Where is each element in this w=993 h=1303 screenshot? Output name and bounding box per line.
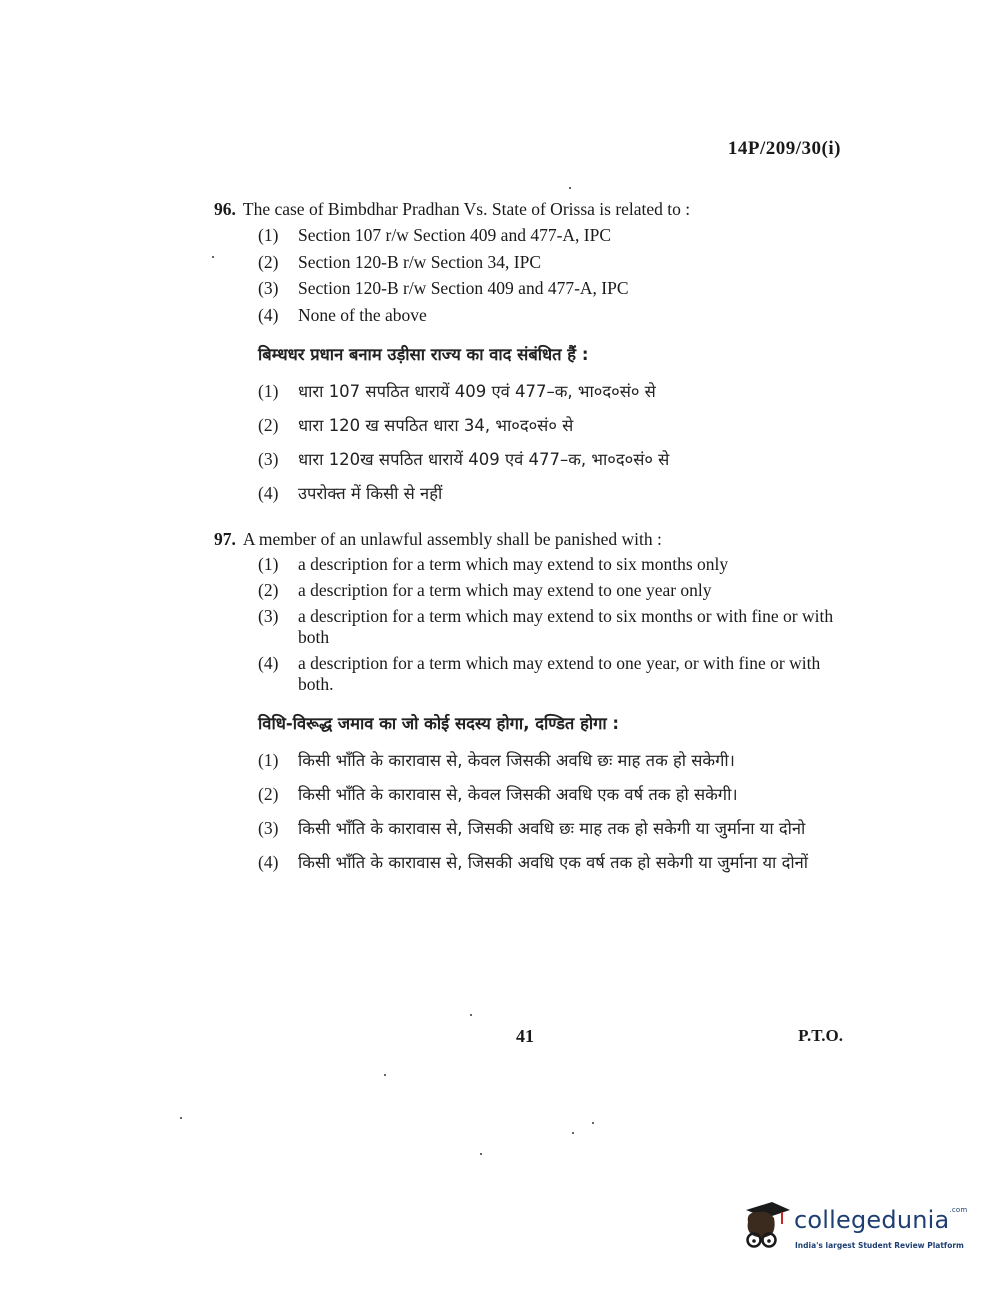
paper-code: 14P/209/30(i) xyxy=(727,138,841,159)
option-number: (4) xyxy=(258,304,279,325)
brand-domain: .com xyxy=(949,1206,968,1214)
option-number: (3) xyxy=(258,606,279,626)
question-number: 97. xyxy=(214,529,236,549)
question-stem-hi: बिम्धधर प्रधान बनाम उड़ीसा राज्य का वाद संबंधित हैं : xyxy=(258,344,589,364)
scan-speck xyxy=(212,256,214,258)
option-text: a description for a term which may extend to one year, or with fine or with both. xyxy=(298,653,821,694)
option-number: (1) xyxy=(258,380,279,401)
option-en xyxy=(258,304,846,326)
option-text: a description for a term which may extend to six months or with fine or with both xyxy=(298,606,834,647)
scan-speck xyxy=(572,1132,574,1134)
option-hi xyxy=(258,478,846,509)
option-hi xyxy=(258,376,846,407)
option-hi xyxy=(258,410,846,441)
option-hi xyxy=(258,779,846,810)
option-en xyxy=(258,554,846,575)
scan-speck xyxy=(592,1122,594,1124)
scan-speck xyxy=(470,1014,472,1016)
pto-label: P.T.O. xyxy=(798,1026,843,1045)
scan-speck xyxy=(384,1074,386,1076)
option-number: (3) xyxy=(258,448,279,469)
question-text: The case of Bimbdhar Pradhan Vs. State of Orissa is related to : xyxy=(242,199,691,219)
question-stem-en xyxy=(214,526,846,552)
option-text: धारा 120ख सपठित धारायें 409 एवं 477–क, भा०द०सं० से xyxy=(298,449,670,469)
question-text: A member of an unlawful assembly shall be panished with : xyxy=(242,529,662,549)
scan-speck xyxy=(569,187,571,189)
option-number: (3) xyxy=(258,818,279,838)
option-number: (2) xyxy=(258,251,279,272)
option-text: उपरोक्त में किसी से नहीं xyxy=(298,483,443,503)
option-number: (2) xyxy=(258,414,279,435)
option-hi xyxy=(258,847,846,878)
scan-speck xyxy=(180,1117,182,1119)
option-hi xyxy=(258,444,846,475)
option-text: Section 120-B r/w Section 34, IPC xyxy=(298,251,542,272)
question-stem-hi: विधि-विरूद्ध जमाव का जो कोई सदस्य होगा, दण्डित होगा : xyxy=(258,714,620,733)
option-text: धारा 107 सपठित धारायें 409 एवं 477–क, भा०द०सं० से xyxy=(298,381,656,401)
option-number: (4) xyxy=(258,852,279,872)
option-hi xyxy=(258,745,846,776)
option-number: (1) xyxy=(258,554,279,574)
option-number: (1) xyxy=(258,750,279,770)
option-number: (1) xyxy=(258,225,279,245)
option-text: Section 107 r/w Section 409 and 477-A, IPC xyxy=(298,225,612,245)
option-text: Section 120-B r/w Section 409 and 477-A, IPC xyxy=(298,278,629,298)
option-en xyxy=(258,277,846,299)
option-text: किसी भाँति के कारावास से, जिसकी अवधि छः माह तक हो सकेगी या जुर्माना या दोनो xyxy=(298,819,806,838)
option-text: a description for a term which may extend to six months only xyxy=(298,554,729,574)
scan-speck xyxy=(480,1153,482,1155)
option-number: (4) xyxy=(258,653,279,673)
brand-tagline: India's largest Student Review Platform xyxy=(795,1241,964,1250)
question-stem-en xyxy=(214,196,846,222)
option-text: किसी भाँति के कारावास से, जिसकी अवधि एक वर्ष तक हो सकेगी या जुर्माना या दोनों xyxy=(298,853,809,872)
brand-name xyxy=(794,1206,967,1234)
option-en xyxy=(258,224,846,246)
brand-name-text: collegedunia xyxy=(794,1206,950,1234)
option-number: (3) xyxy=(258,278,279,298)
option-number: (4) xyxy=(258,482,279,503)
option-en xyxy=(258,606,846,648)
collegedunia-watermark xyxy=(738,1196,968,1260)
option-hi xyxy=(258,813,846,844)
option-text: किसी भाँति के कारावास से, केवल जिसकी अवधि छः माह तक हो सकेगी। xyxy=(298,751,735,770)
option-number: (2) xyxy=(258,580,279,600)
option-en xyxy=(258,251,846,273)
option-text: None of the above xyxy=(298,304,427,325)
student-mascot-icon xyxy=(738,1200,790,1256)
question-number: 96. xyxy=(214,199,236,219)
option-number: (2) xyxy=(258,784,279,804)
option-text: धारा 120 ख सपठित धारा 34, भा०द०सं० से xyxy=(298,415,574,435)
option-en xyxy=(258,653,846,695)
option-en xyxy=(258,580,846,601)
question-97 xyxy=(214,526,846,881)
option-text: a description for a term which may extend to one year only xyxy=(298,580,712,600)
option-text: किसी भाँति के कारावास से, केवल जिसकी अवधि एक वर्ष तक हो सकेगी। xyxy=(298,785,738,804)
question-96 xyxy=(214,196,846,512)
page-number: 41 xyxy=(516,1026,534,1046)
